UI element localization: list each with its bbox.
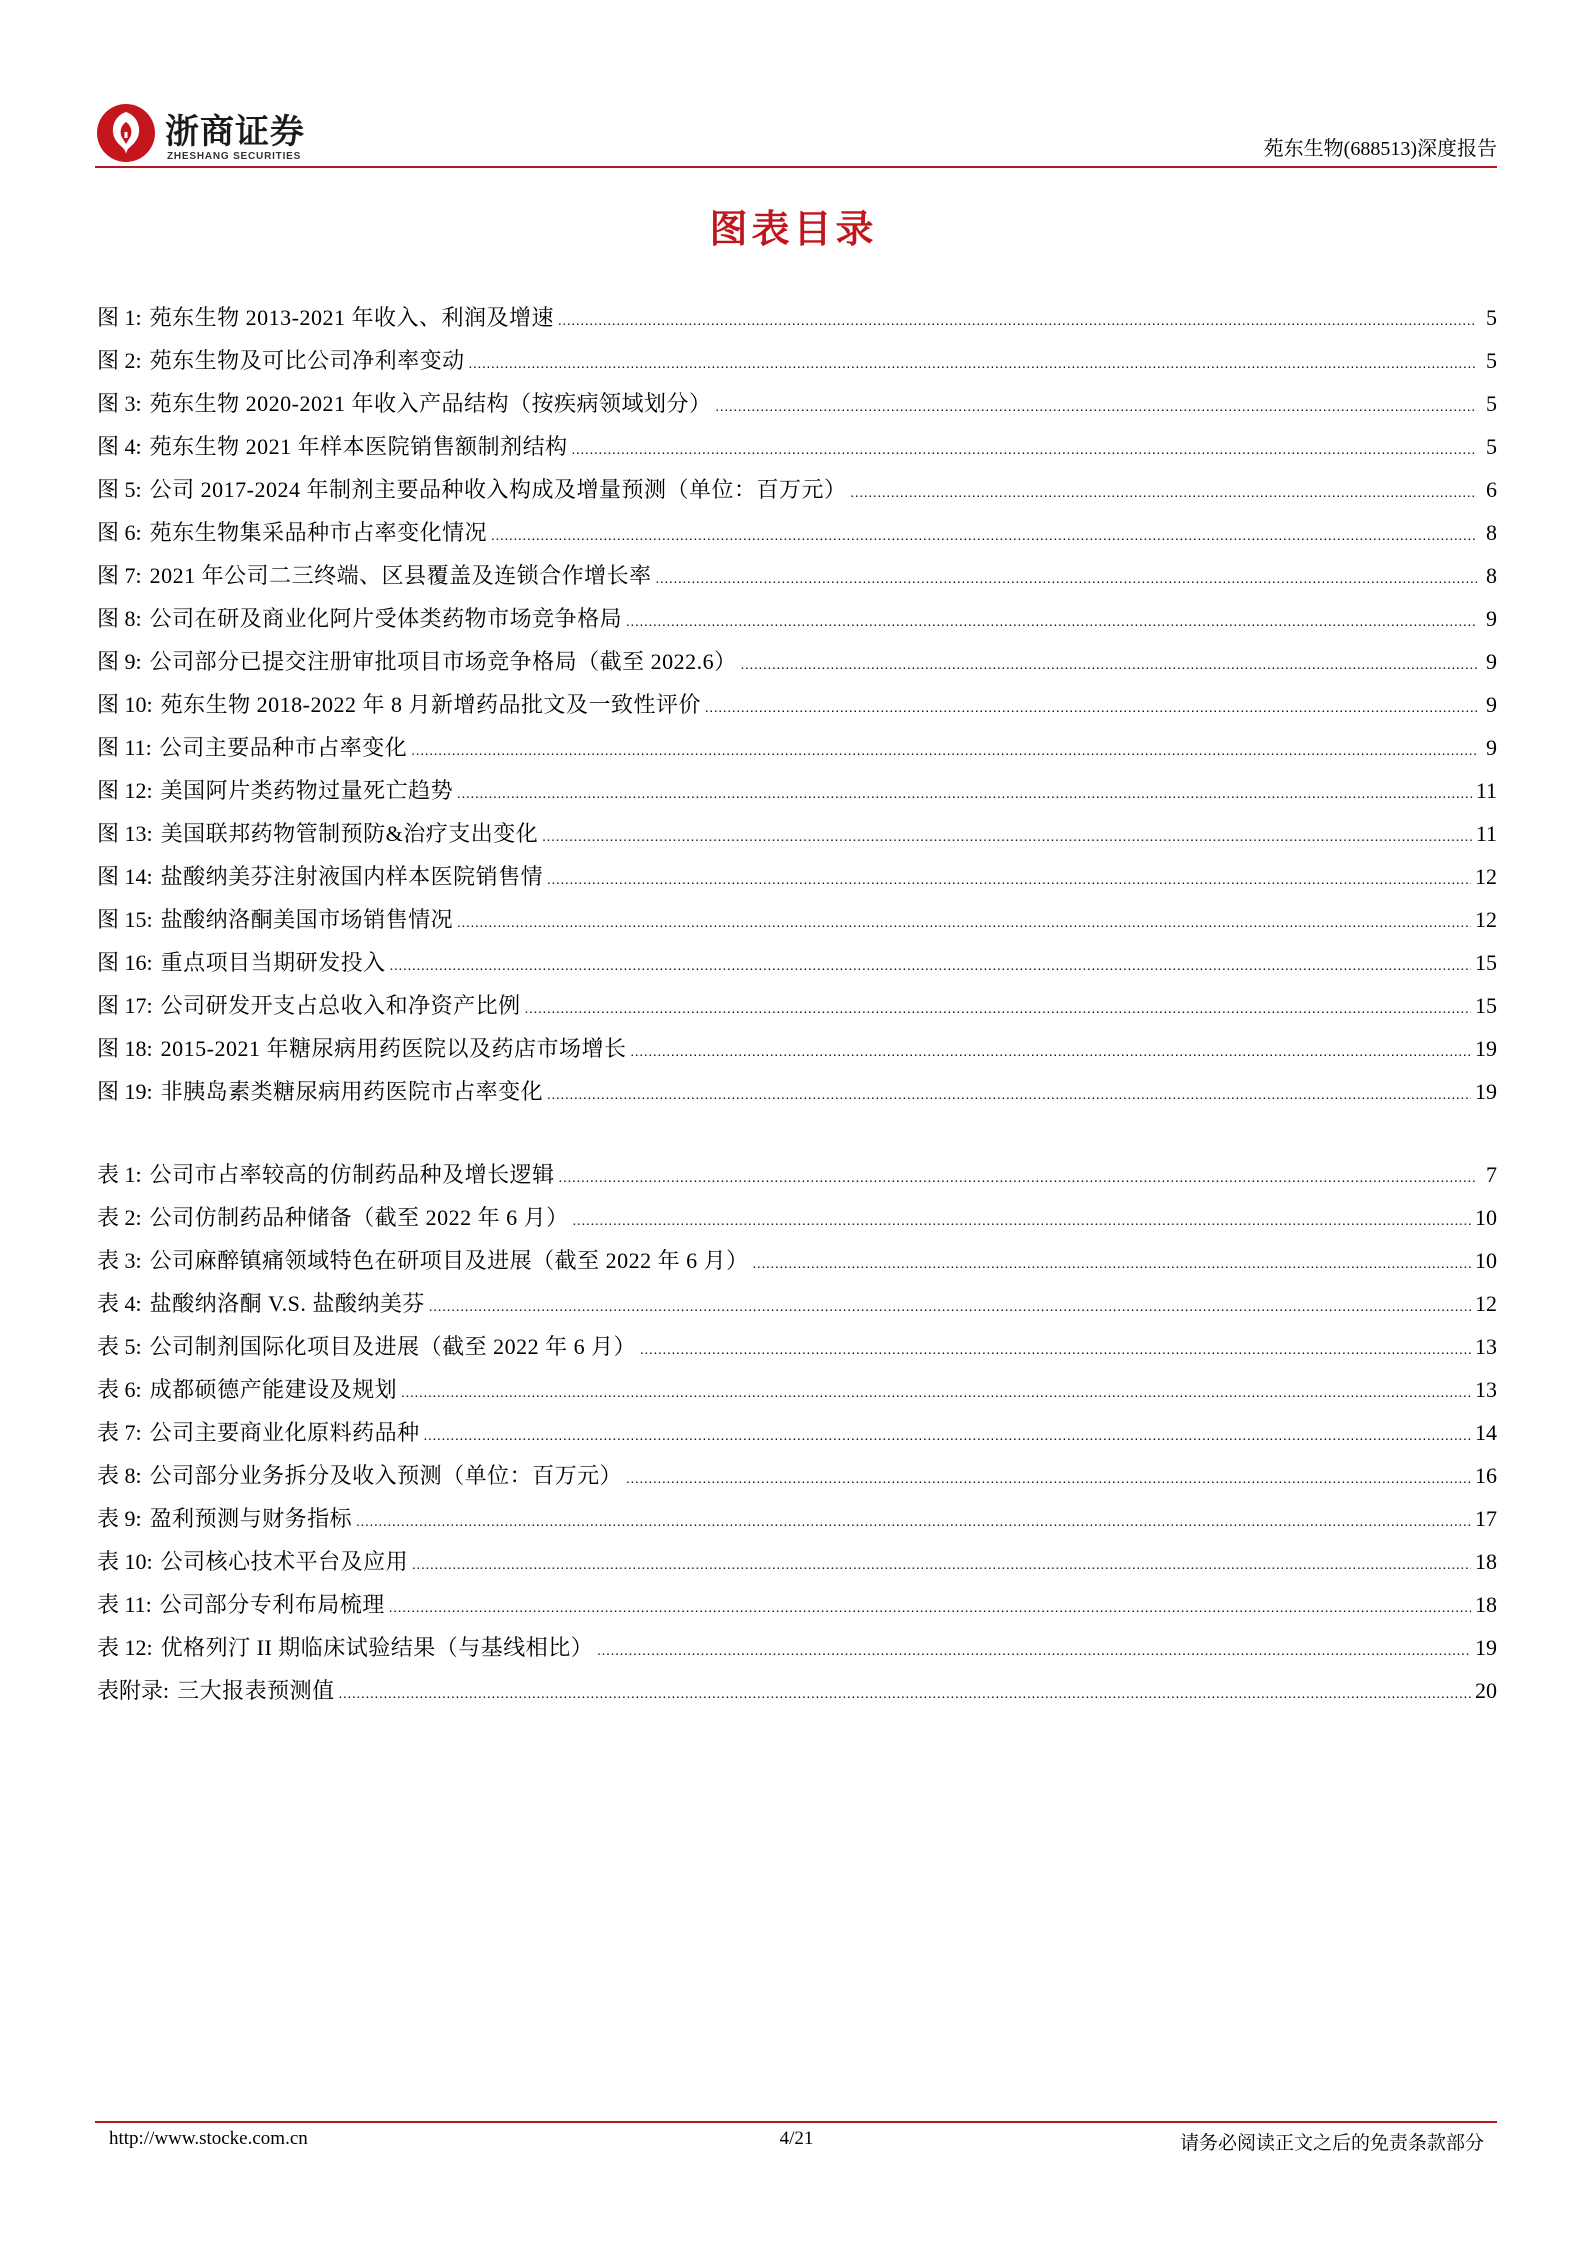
dot-leader — [626, 1458, 1471, 1501]
dot-leader — [412, 1544, 1471, 1587]
figure-entry[interactable] — [97, 855, 1497, 898]
entry-title: 盈利预测与财务指标 — [149, 1506, 353, 1531]
entry-label: 表 1: — [97, 1162, 142, 1187]
entry-title: 苑东生物 2018-2022 年 8 月新增药品批文及一致性评价 — [160, 692, 701, 717]
table-entry[interactable] — [97, 1368, 1497, 1411]
entry-page-number: 9 — [1486, 735, 1497, 760]
entry-label: 表 5: — [97, 1334, 142, 1359]
dot-leader — [469, 343, 1477, 386]
figure-entry[interactable] — [97, 382, 1497, 425]
entry-page-number: 9 — [1486, 606, 1497, 631]
entry-title: 公司部分业务拆分及收入预测（单位：百万元） — [149, 1463, 623, 1488]
entry-page-number: 8 — [1486, 520, 1497, 545]
entry-page-number: 6 — [1486, 477, 1497, 502]
dot-leader — [491, 515, 1477, 558]
entry-page-number: 20 — [1475, 1678, 1497, 1703]
header-divider — [95, 166, 1497, 168]
entry-page-number: 11 — [1475, 821, 1497, 846]
dot-leader — [753, 1243, 1471, 1286]
table-entry[interactable] — [97, 1411, 1497, 1454]
dot-leader — [411, 730, 1477, 773]
entry-title: 盐酸纳洛酮美国市场销售情况 — [160, 907, 454, 932]
entry-label: 表 8: — [97, 1463, 142, 1488]
entry-label: 图 3: — [97, 391, 142, 416]
entry-label: 图 9: — [97, 649, 142, 674]
entry-title: 公司主要品种市占率变化 — [159, 735, 408, 760]
dot-leader — [559, 1157, 1477, 1200]
entry-title: 公司部分已提交注册审批项目市场竞争格局（截至 2022.6） — [149, 649, 737, 674]
entry-label: 表 9: — [97, 1506, 142, 1531]
figure-entry[interactable] — [97, 898, 1497, 941]
entry-label: 图 11: — [97, 735, 152, 760]
entry-label: 表 10: — [97, 1549, 153, 1574]
entry-label: 图 7: — [97, 563, 142, 588]
entry-page-number: 14 — [1475, 1420, 1497, 1445]
entry-title: 苑东生物及可比公司净利率变动 — [149, 348, 465, 373]
entry-page-number: 19 — [1475, 1036, 1497, 1061]
dot-leader — [525, 988, 1471, 1031]
dot-leader — [389, 1587, 1471, 1630]
table-entry[interactable] — [97, 1583, 1497, 1626]
dot-leader — [656, 558, 1477, 601]
dot-leader — [705, 687, 1477, 730]
entry-page-number: 5 — [1486, 391, 1497, 416]
entry-title: 优格列汀 II 期临床试验结果（与基线相比） — [160, 1635, 594, 1660]
entry-title: 公司在研及商业化阿片受体类药物市场竞争格局 — [149, 606, 623, 631]
entry-label: 图 13: — [97, 821, 153, 846]
figure-entry[interactable] — [97, 726, 1497, 769]
dot-leader — [626, 601, 1477, 644]
page-header — [95, 96, 1497, 168]
entry-label: 图 6: — [97, 520, 142, 545]
figure-entry[interactable] — [97, 941, 1497, 984]
entry-label: 图 5: — [97, 477, 142, 502]
dot-leader — [424, 1415, 1471, 1458]
figure-entry[interactable] — [97, 339, 1497, 382]
entry-page-number: 10 — [1475, 1205, 1497, 1230]
table-entry[interactable] — [97, 1626, 1497, 1669]
figure-entry[interactable] — [97, 597, 1497, 640]
entry-page-number: 11 — [1475, 778, 1497, 803]
entry-page-number: 19 — [1475, 1079, 1497, 1104]
table-entry[interactable] — [97, 1196, 1497, 1239]
entry-page-number: 12 — [1475, 1291, 1497, 1316]
footer-url-link[interactable]: http://www.stocke.com.cn — [109, 2128, 308, 2149]
brand-name-en: ZHESHANG SECURITIES — [167, 151, 302, 162]
entry-title: 美国阿片类药物过量死亡趋势 — [160, 778, 454, 803]
dot-leader — [630, 1031, 1471, 1074]
zheshang-logo-icon — [95, 102, 157, 164]
entry-page-number: 18 — [1475, 1592, 1497, 1617]
entry-label: 表 11: — [97, 1592, 152, 1617]
entry-page-number: 9 — [1486, 649, 1497, 674]
brand-name-cn: 浙商证券 — [165, 112, 305, 152]
entry-page-number: 16 — [1475, 1463, 1497, 1488]
entry-title: 公司部分专利布局梳理 — [159, 1592, 385, 1617]
entry-page-number: 5 — [1486, 305, 1497, 330]
page-number: 4/21 — [779, 2128, 814, 2149]
table-entry[interactable] — [97, 1282, 1497, 1325]
figure-entry[interactable] — [97, 769, 1497, 812]
dot-leader — [850, 472, 1477, 515]
entry-label: 图 16: — [97, 950, 153, 975]
dot-leader — [597, 1630, 1471, 1673]
figure-entry[interactable] — [97, 1027, 1497, 1070]
entry-title: 重点项目当期研发投入 — [160, 950, 386, 975]
page-title: 图表目录 — [709, 207, 878, 251]
entry-label: 图 1: — [97, 305, 142, 330]
entry-label: 表 7: — [97, 1420, 142, 1445]
entry-title: 2015-2021 年糖尿病用药医院以及药店市场增长 — [160, 1036, 627, 1061]
entry-page-number: 18 — [1475, 1549, 1497, 1574]
figure-list — [97, 296, 1497, 1113]
dot-leader — [390, 945, 1471, 988]
dot-leader — [429, 1286, 1471, 1329]
disclaimer-note: 请务必阅读正文之后的免责条款部分 — [1179, 2133, 1484, 2154]
entry-title: 公司核心技术平台及应用 — [160, 1549, 409, 1574]
table-entry[interactable] — [97, 1454, 1497, 1497]
table-list — [97, 1153, 1497, 1712]
page-footer — [109, 2128, 1484, 2158]
table-entry[interactable] — [97, 1239, 1497, 1282]
entry-title: 三大报表预测值 — [177, 1678, 335, 1703]
entry-page-number: 5 — [1486, 348, 1497, 373]
entry-title: 公司 2017-2024 年制剂主要品种收入构成及增量预测（单位：百万元） — [149, 477, 847, 502]
entry-page-number: 7 — [1486, 1162, 1497, 1187]
entry-title: 公司麻醉镇痛领域特色在研项目及进展（截至 2022 年 6 月） — [149, 1248, 749, 1273]
entry-page-number: 19 — [1475, 1635, 1497, 1660]
dot-leader — [547, 859, 1471, 902]
entry-page-number: 10 — [1475, 1248, 1497, 1273]
table-entry[interactable] — [97, 1325, 1497, 1368]
entry-label: 图 4: — [97, 434, 142, 459]
entry-title: 苑东生物集采品种市占率变化情况 — [149, 520, 488, 545]
dot-leader — [547, 1074, 1471, 1117]
entry-title: 公司仿制药品种储备（截至 2022 年 6 月） — [149, 1205, 569, 1230]
figure-entry[interactable] — [97, 640, 1497, 683]
entry-label: 图 14: — [97, 864, 153, 889]
entry-label: 表附录: — [97, 1678, 170, 1703]
dot-leader — [356, 1501, 1471, 1544]
figure-entry[interactable] — [97, 984, 1497, 1027]
entry-label: 图 10: — [97, 692, 153, 717]
entry-page-number: 17 — [1475, 1506, 1497, 1531]
figure-entry[interactable] — [97, 1070, 1497, 1113]
entry-title: 美国联邦药物管制预防&治疗支出变化 — [160, 821, 539, 846]
dot-leader — [715, 386, 1477, 429]
table-entry[interactable] — [97, 1669, 1497, 1712]
entry-label: 表 2: — [97, 1205, 142, 1230]
entry-title: 公司主要商业化原料药品种 — [149, 1420, 420, 1445]
figure-entry[interactable] — [97, 425, 1497, 468]
entry-page-number: 15 — [1475, 993, 1497, 1018]
table-entry[interactable] — [97, 1540, 1497, 1583]
entry-label: 图 12: — [97, 778, 153, 803]
entry-title: 苑东生物 2020-2021 年收入产品结构（按疾病领域划分） — [149, 391, 712, 416]
dot-leader — [741, 644, 1477, 687]
entry-page-number: 15 — [1475, 950, 1497, 975]
table-entry[interactable] — [97, 1153, 1497, 1196]
entry-page-number: 8 — [1486, 563, 1497, 588]
dot-leader — [640, 1329, 1471, 1372]
entry-title: 苑东生物 2013-2021 年收入、利润及增速 — [149, 305, 554, 330]
entry-title: 非胰岛素类糖尿病用药医院市占率变化 — [160, 1079, 544, 1104]
figure-entry[interactable] — [97, 296, 1497, 339]
entry-page-number: 12 — [1475, 907, 1497, 932]
figure-entry[interactable] — [97, 554, 1497, 597]
dot-leader — [558, 300, 1477, 343]
entry-label: 表 3: — [97, 1248, 142, 1273]
figure-entry[interactable] — [97, 511, 1497, 554]
dot-leader — [457, 773, 1472, 816]
entry-label: 表 12: — [97, 1635, 153, 1660]
entry-page-number: 9 — [1486, 692, 1497, 717]
entry-title: 2021 年公司二三终端、区县覆盖及连锁合作增长率 — [149, 563, 652, 588]
footer-divider — [95, 2121, 1497, 2123]
entry-label: 图 8: — [97, 606, 142, 631]
table-entry[interactable] — [97, 1497, 1497, 1540]
entry-page-number: 12 — [1475, 864, 1497, 889]
figure-entry[interactable] — [97, 683, 1497, 726]
entry-label: 图 17: — [97, 993, 153, 1018]
dot-leader — [542, 816, 1472, 859]
entry-title: 盐酸纳洛酮 V.S. 盐酸纳美芬 — [149, 1291, 425, 1316]
entry-title: 公司研发开支占总收入和净资产比例 — [160, 993, 521, 1018]
figure-entry[interactable] — [97, 812, 1497, 855]
report-tag: 苑东生物(688513)深度报告 — [1263, 138, 1497, 160]
dot-leader — [339, 1673, 1471, 1716]
entry-label: 图 2: — [97, 348, 142, 373]
dot-leader — [572, 429, 1477, 472]
entry-page-number: 5 — [1486, 434, 1497, 459]
dot-leader — [573, 1200, 1471, 1243]
entry-label: 表 6: — [97, 1377, 142, 1402]
entry-label: 图 19: — [97, 1079, 153, 1104]
entry-page-number: 13 — [1475, 1377, 1497, 1402]
entry-label: 图 15: — [97, 907, 153, 932]
entry-title: 成都硕德产能建设及规划 — [149, 1377, 398, 1402]
entry-page-number: 13 — [1475, 1334, 1497, 1359]
entry-title: 公司制剂国际化项目及进展（截至 2022 年 6 月） — [149, 1334, 637, 1359]
entry-title: 公司市占率较高的仿制药品种及增长逻辑 — [149, 1162, 555, 1187]
figure-entry[interactable] — [97, 468, 1497, 511]
entry-title: 盐酸纳美芬注射液国内样本医院销售情 — [160, 864, 544, 889]
dot-leader — [457, 902, 1471, 945]
entry-title: 苑东生物 2021 年样本医院销售额制剂结构 — [149, 434, 568, 459]
entry-label: 表 4: — [97, 1291, 142, 1316]
entry-label: 图 18: — [97, 1036, 153, 1061]
dot-leader — [401, 1372, 1471, 1415]
